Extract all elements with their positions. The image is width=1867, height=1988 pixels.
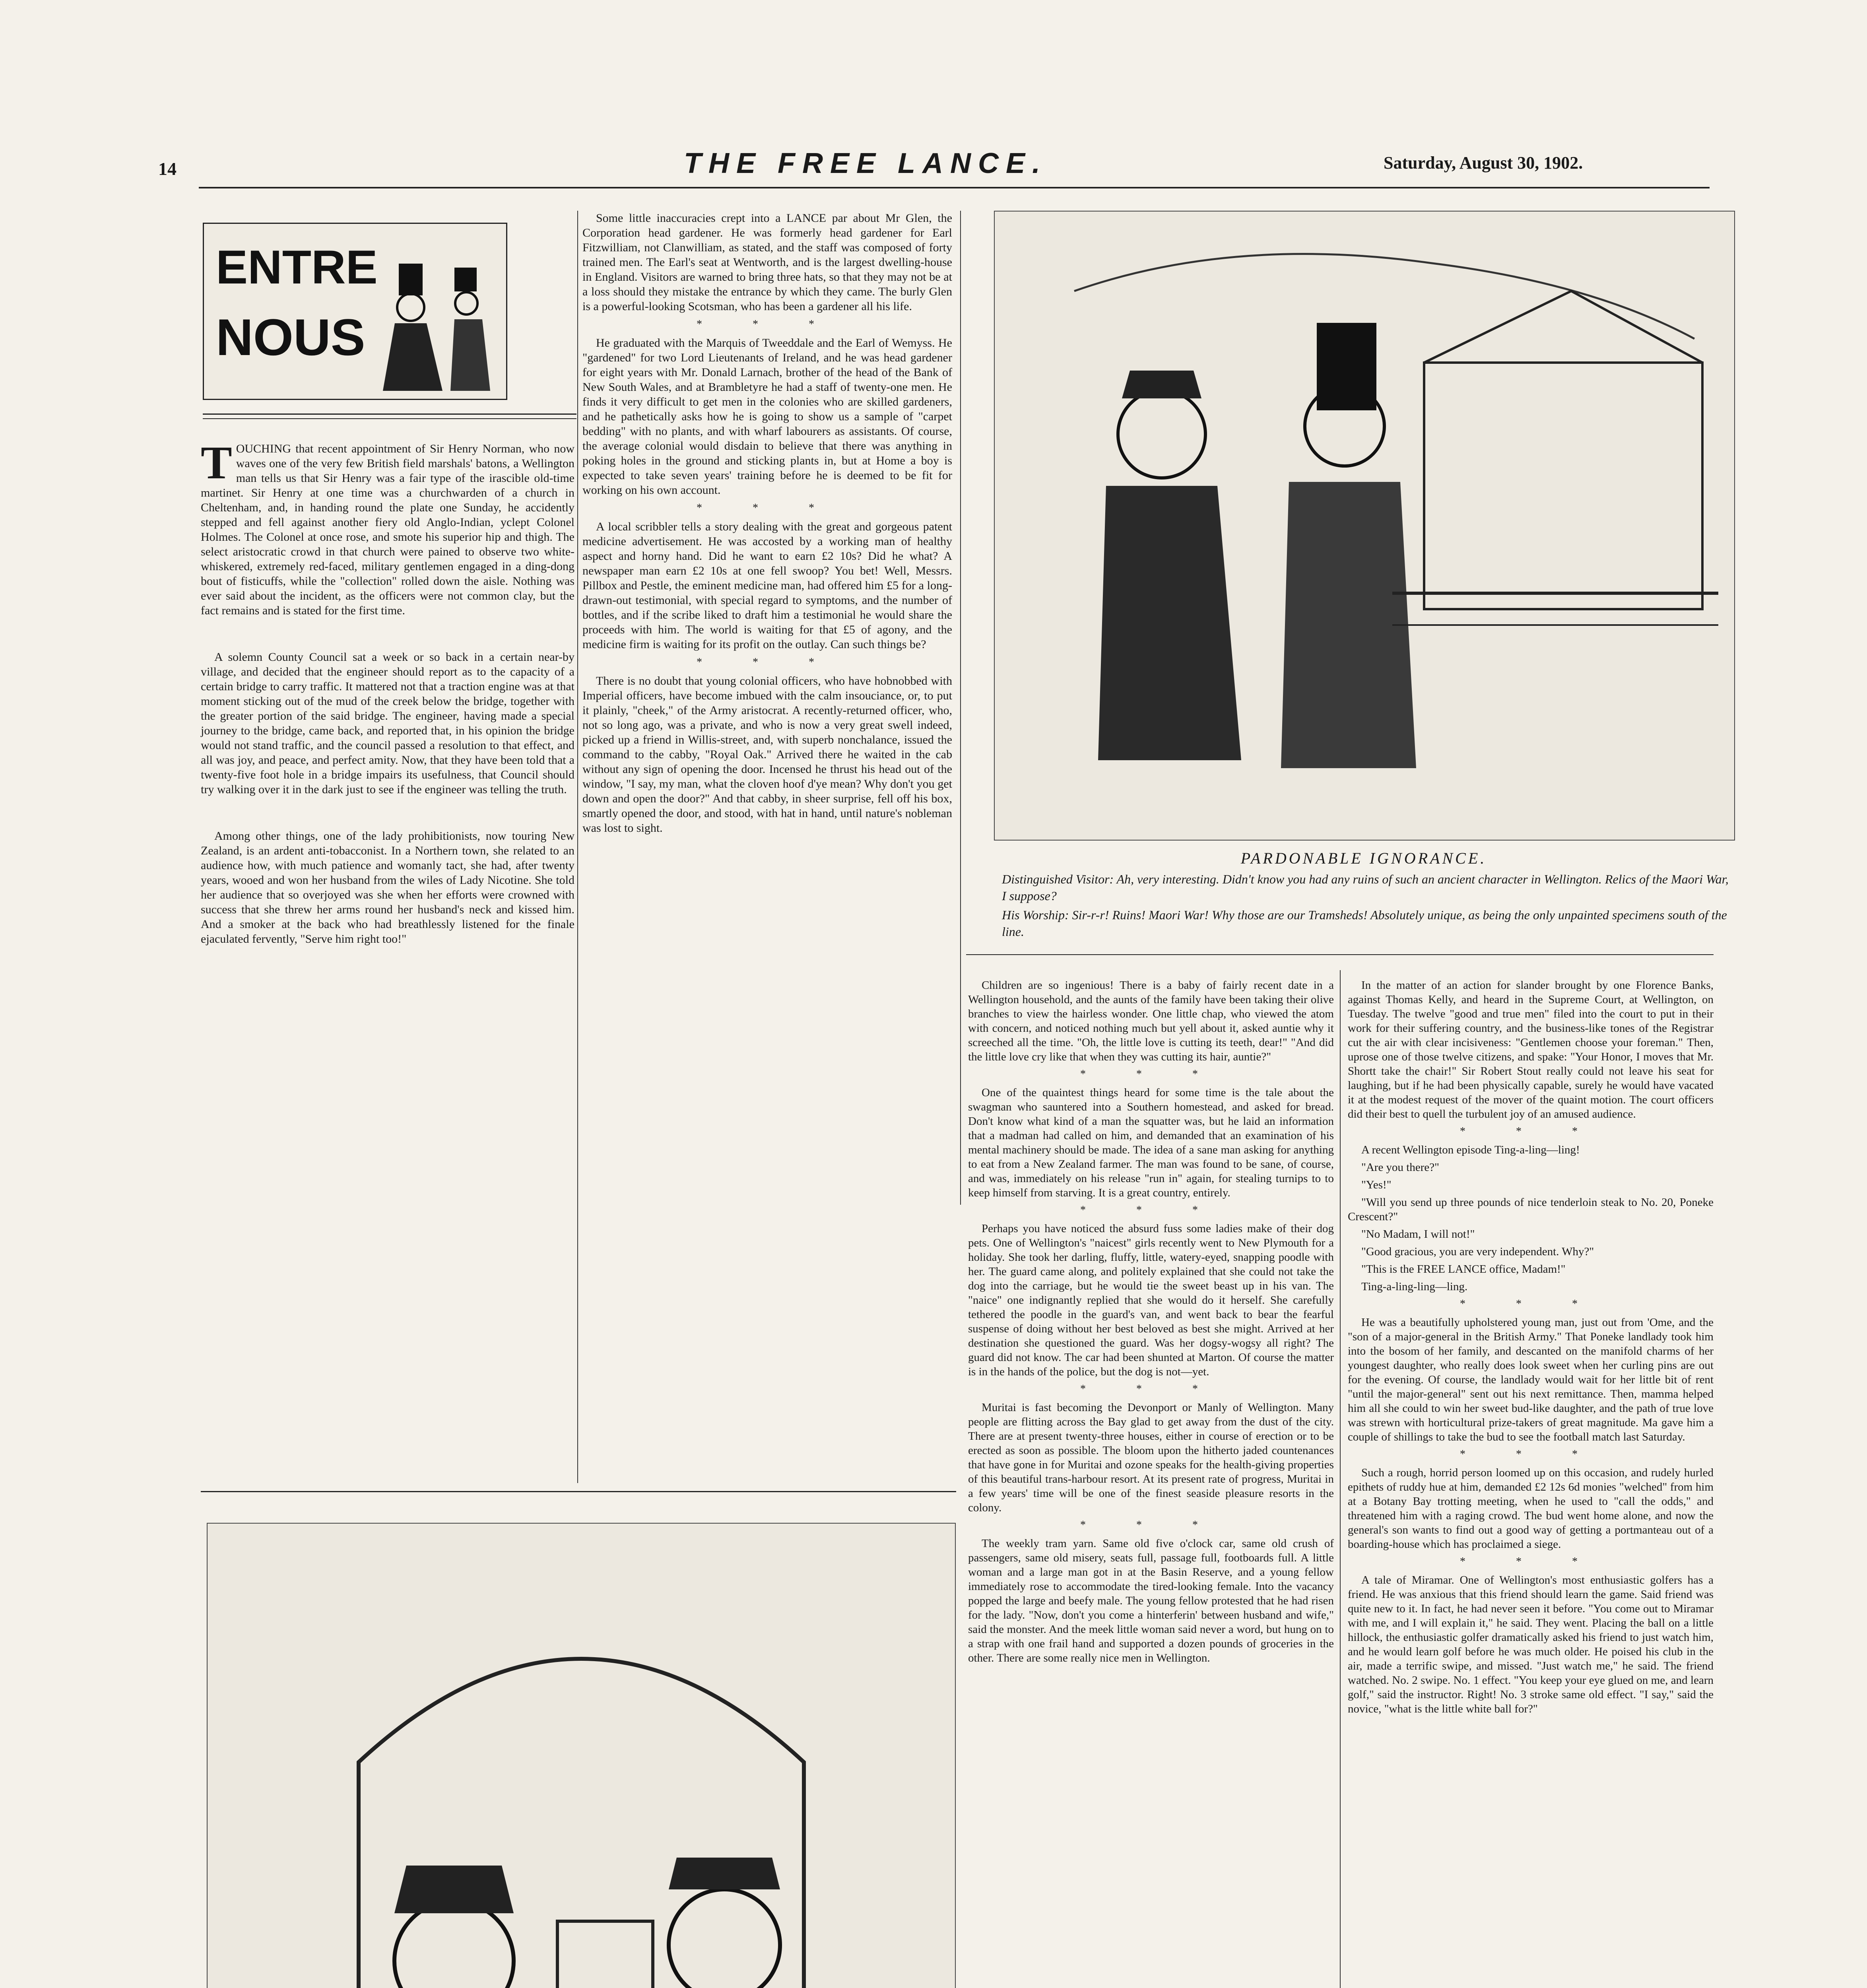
svg-text:ENTRE: ENTRE <box>216 241 378 294</box>
section-separator: * * * <box>1080 1383 1222 1395</box>
svg-text:NOUS: NOUS <box>216 308 365 366</box>
column-divider-1 <box>577 211 578 1483</box>
col4-paragraph-5: "Will you send up three pounds of nice tenderloin steak to No. 20, Poneke Crescent?" <box>1348 1196 1714 1223</box>
col3-paragraph-1: Children are so ingenious! There is a baby of fairly recent date in a Wellington household, and the aunts of the family have been taking their olive branches to view the hairless wonder. One little chap, who viewed the atom with concern, and noticed nothing much but yell about it, asked auntie why it screeched all the time. "Oh, the little love is cutting its teeth, dear!" "And did the little love cry like that when they was cutting its hair, auntie?" <box>968 979 1334 1063</box>
section-separator: * * * <box>1460 1298 1601 1310</box>
issue-date: Saturday, August 30, 1902. <box>1384 153 1583 173</box>
mid-page-rule <box>201 1491 956 1492</box>
col4-paragraph-1: In the matter of an action for slander brought by one Florence Banks, against Thomas Kelly, and heard in the Supreme Court, at Wellington, on Tuesday. The twelve "good and true men" filed into the court to put in their work for their suffering country, and the business-like tones of the Registrar cut the air with clear incisiveness: "Gentlemen choose your foreman." Then, uprose one of those twelve citizens, and spake: "Your Honor, I moves that Mr. Shortt take the chair!" Sir Robert Stout really could not leave his seat for laughing, but if he had been physically capable, surely he would have vacated it at the modest request of the mover of the quaint motion. The court officers did their best to quell the turbulent joy of an amused audience. <box>1348 979 1714 1120</box>
col4-paragraph-12: A tale of Miramar. One of Wellington's most enthusiastic golfers has a friend. He was anxious that this friend should learn the game. Said friend was quite new to it. In fact, he had never seen it before. "You come out to Miramar with me, and I will explain it," he said. They went. Placing the ball on a little hillock, the enthusiastic golfer dramatically asked his friend to just watch him, and he would learn golf before he was much older. He poised his club in the air, made a terrific swipe, and missed. "Just watch me," he said. The friend watched. No. 2 swipe. No. 1 effect. "You keep your eye glued on me, and learn golf," said the instructor. Right! No. 3 stroke same old effect. "I say," said the novice, "what is the little white ball for?" <box>1348 1574 1714 1715</box>
column-divider-3 <box>1340 970 1341 1988</box>
col2-paragraph-1: Some little inaccuracies crept into a LANCE par about Mr Glen, the Corporation head gardener. He was formerly head gardener for Earl Fitzwilliam, not Clanwilliam, as stated, and the staff was composed of forty trained men. The Earl's seat at Wentworth, and is the largest dwelling-house in England. Visitors are warned to bring three hats, so that they may not be at a loss should they mistake the entrance by which they came. The burly Glen is a powerful-looking Scotsman, who has been a gardener all his life. <box>582 212 952 313</box>
col4-paragraph-4: "Yes!" <box>1361 1178 1392 1191</box>
alarm-breaking-idiots-illustration <box>207 1523 956 1988</box>
section-separator: * * * <box>697 656 838 668</box>
column-2 <box>582 211 952 839</box>
col1-paragraph-3: Among other things, one of the lady prohibitionists, now touring New Zealand, is an ardent anti-tobacconist. In a Northern town, she related to an audience how, with much patience and womanly tact, she had, after twenty years, wooed and won her husband from the wiles of Lady Nicotine. She told her audience that so overjoyed was she when her efforts were crowned with success that she threw her arms round her husband's neck and kissed him. And a smoker at the back who had breathlessly listened for the finale ejaculated fervently, "Serve him right too!" <box>201 829 574 945</box>
section-separator: * * * <box>1460 1555 1601 1568</box>
col4-paragraph-3: "Are you there?" <box>1361 1161 1439 1174</box>
masthead: THE FREE LANCE. <box>684 148 1048 179</box>
entre-nous-logo <box>203 223 507 400</box>
pardonable-ignorance-illustration <box>994 211 1735 841</box>
col2-paragraph-2: He graduated with the Marquis of Tweeddale and the Earl of Wemyss. He "gardened" for two Lord Lieutenants of Ireland, and he was head gardener for eight years with Mr. Donald Larnach, brother of the head of the Bank of New South Wales, and at Brambletyre he had a staff of twenty-one men. He finds it very difficult to get men in the colonies who are skilled gardeners, and he pathetically asks how he is going to show us a sample of "carpet bedding" with no plants, and with wharf labourers as assistants. Of course, the average colonial would disdain to believe that there was anything in poking holes in the ground and sticking plants in, but at Home a boy is expected to take seven years' training before he is deemed to be fit for working on his own account. <box>582 336 952 497</box>
col4-paragraph-9: Ting-a-ling-ling—ling. <box>1361 1280 1468 1293</box>
header-rule <box>199 187 1710 188</box>
col4-paragraph-6: "No Madam, I will not!" <box>1361 1228 1475 1241</box>
page-number: 14 <box>158 159 177 179</box>
column-1 <box>201 437 574 949</box>
pardonable-ignorance-title: PARDONABLE IGNORANCE. <box>1240 849 1487 867</box>
logo-underrule-2 <box>203 418 576 419</box>
col3-paragraph-2: One of the quaintest things heard for some time is the tale about the swagman who sauntered into a Southern homestead, and asked for bread. Don't know what kind of a man the squatter was, but he laid an information that a madman had called on him, and demanded that an examination of his mental machinery should be made. The idea of a sane man asking for anything to eat from a New Zealand farmer. The man was found to be sane, of course, and was, immediately on his release "run in" again, for stealing turnips to to keep himself from starving. It is a great country, entirely. <box>968 1086 1334 1199</box>
col1-paragraph-1: OUCHING that recent appointment of Sir Henry Norman, who now waves one of the very few British field marshals' batons, a Wellington man tells us that Sir Henry was a fair type of the irascible old-time martinet. Sir Henry at one time was a churchwarden of a church in Cheltenham, and, in handing round the plate one Sunday, he accidently stepped and fell against another fiery old Anglo-Indian, yclept Colonel Holmes. The Colonel at once rose, and smote his superior hip and thigh. The select aristocratic crowd in that church were pained to observe two white-whiskered, extremely red-faced, military gentlemen engaged in a ding-dong bout of fisticuffs, while the "collection" rolled down the aisle. Nothing was ever said about the incident, as the officers were not common clay, but the fact remains and is stated for the first time. <box>201 442 574 617</box>
column-3 <box>968 978 1334 1668</box>
section-separator: * * * <box>697 318 838 330</box>
section-separator: * * * <box>1460 1448 1601 1460</box>
pardonable-ignorance-caption-2: His Worship: Sir-r-r! Ruins! Maori War! Why those are our Tramsheds! Absolutely unique, as being the only unpainted specimens south of the line. <box>1002 908 1727 939</box>
col4-paragraph-7: "Good gracious, you are very independent. Why?" <box>1361 1245 1594 1258</box>
col2-paragraph-4: There is no doubt that young colonial officers, who have hobnobbed with Imperial officers, have become imbued with the calm insouciance, or, to put it plainly, "cheek," of the Army aristocrat. A recently-returned officer, who, not so long ago, was a private, and who is now a very great swell indeed, picked up a friend in Willis-street, and, with superb nonchalance, issued the command to the cabby, "Royal Oak." Arrived there he waited in the cab without any sign of opening the door. Incensed he thrust his head out of the window, "I say, my man, what the cloven hoof d'ye mean? Why don't you get down and open the door?" And that cabby, in sheer surprise, fell off his box, smartly opened the door, and stood, with hat in hand, until nature's nobleman was lost to sight. <box>582 674 952 835</box>
section-separator: * * * <box>1460 1125 1601 1138</box>
col4-paragraph-8: "This is the FREE LANCE office, Madam!" <box>1361 1263 1566 1276</box>
column-divider-2 <box>960 211 961 1205</box>
column-4 <box>1348 978 1714 1719</box>
col3-paragraph-3: Perhaps you have noticed the absurd fuss some ladies make of their dog pets. One of Wellington's "naicest" girls recently went to New Plymouth for a holiday. She took her darling, fluffy, little, watery-eyed, snapping poodle with her. The guard came along, and politely explained that she could not take the dog into the carriage, but he would tie the sweet beast up in his van. The "naice" one indignantly replied that she would do it herself. She carefully tethered the poodle in the guard's van, and went back to bear the fearful suspense of doing without her best beloved as best she might. Arrived at her destination she questioned the guard. Was her dogsy-wogsy all right? The guard did not know. The car had been shunted at Marton. Of course the matter is in the hands of the police, but the dog is not—yet. <box>968 1222 1334 1378</box>
alarm-breaking-idiots-art <box>208 1524 955 1988</box>
section-separator: * * * <box>1080 1519 1222 1531</box>
col4-paragraph-11: Such a rough, horrid person loomed up on this occasion, and rudely hurled epithets of ruddy hue at him, demanded £2 12s 6d monies "welched" from him at a Botany Bay trotting meeting, when he used to "call the odds," and threatened him with a raging crowd. The bud went home alone, and now the general's son wants to find out a good way of getting a portmanteau out of a boarding-house which has proclaimed a siege. <box>1348 1466 1714 1551</box>
logo-underrule <box>203 414 576 415</box>
col4-paragraph-2: A recent Wellington episode Ting-a-ling—ling! <box>1361 1143 1580 1156</box>
col1-paragraph-2: A solemn County Council sat a week or so back in a certain near-by village, and decided that the engineer should report as to the capacity of a certain bridge to carry traffic. It mattered not that a traction engine was at that moment sticking out of the mud of the creek below the bridge, together with the greater portion of the said bridge. The engineer, having made a special journey to the bridge, came back, and reported that, in his opinion the bridge would not stand traffic, and the council passed a resolution to that effect, and all was joy, and peace, and perfect amity. Now, that they have been told that a twenty-five foot hole in a bridge impairs its usefulness, that Council should try walking over it in the dark just to see if the engineer was telling the truth. <box>201 650 574 796</box>
section-separator: * * * <box>697 502 838 514</box>
col2-paragraph-3: A local scribbler tells a story dealing with the great and gorgeous patent medicine advertisement. He was accosted by a working man of healthy aspect and horny hand. Did he want to earn £2 10s? Did he what? A newspaper man earn £2 10s at one fell swoop? You bet! Well, Messrs. Pillbox and Pestle, the eminent medicine man, had offered him £5 for a long-drawn-out testimonial, with special regard to symptoms, and the number of bottles, and if the scribe liked to draft him a testimonial he would share the proceeds with him. The world is waiting for that £5 of agony, and the medicine firm is waiting for its profit on the outlay. Can such things be? <box>582 520 952 651</box>
pardonable-ignorance-caption-1: Distinguished Visitor: Ah, very interesting. Didn't know you had any ruins of such an ancient character in Wellington. Relics of the Maori War, I suppose? <box>1002 872 1729 903</box>
col4-paragraph-10: He was a beautifully upholstered young man, just out from 'Ome, and the "son of a major-general in the British Army." That Poneke landlady took him into the bosom of her family, and descanted on the manifold charms of her youngest daughter, who really does look sweet when her curling pins are out for the evening. Of course, the landlady would wait for her little bit of rent "until the major-general" sent out his next remittance. Then, mamma helped him all she could to win her sweet bud-like daughter, and the path of true love was strewn with horticultural prize-takers of great magnitude. Ma gave him a couple of shillings to take the bud to see the football match last Saturday. <box>1348 1316 1714 1443</box>
entre-nous-logo-art <box>204 224 506 399</box>
pardonable-ignorance-art <box>995 212 1734 840</box>
drop-cap: T <box>201 437 232 489</box>
col3-paragraph-5: The weekly tram yarn. Same old five o'clock car, same old crush of passengers, same old misery, seats full, passage full, footboards full. A little woman and a large man got in at the Basin Reserve, and a young fellow immediately rose to accommodate the tired-looking female. Into the vacancy popped the large and beefy male. The young fellow protested that he had risen for the lady. "Now, don't you come a hinterferin' between husband and wife," said the monster. And the meek little woman said never a word, but hung on to a strap with one frail hand and supported a dozen pounds of groceries in the other. There are some really nice men in Wellington. <box>968 1537 1334 1664</box>
section-separator: * * * <box>1080 1068 1222 1080</box>
top-illustration-rule <box>966 954 1714 955</box>
col3-paragraph-4: Muritai is fast becoming the Devonport or Manly of Wellington. Many people are flitting across the Bay glad to get away from the dust of the city. There are at present twenty-three houses, either in course of erection or to be erected as soon as possible. The bloom upon the hitherto jaded countenances that have gone in for Muritai and ozone speaks for the health-giving properties of this beautiful trans-harbour resort. At its present rate of progress, Muritai in a few years' time will be one of the finest seaside pleasure resorts in the colony. <box>968 1401 1334 1514</box>
section-separator: * * * <box>1080 1204 1222 1216</box>
